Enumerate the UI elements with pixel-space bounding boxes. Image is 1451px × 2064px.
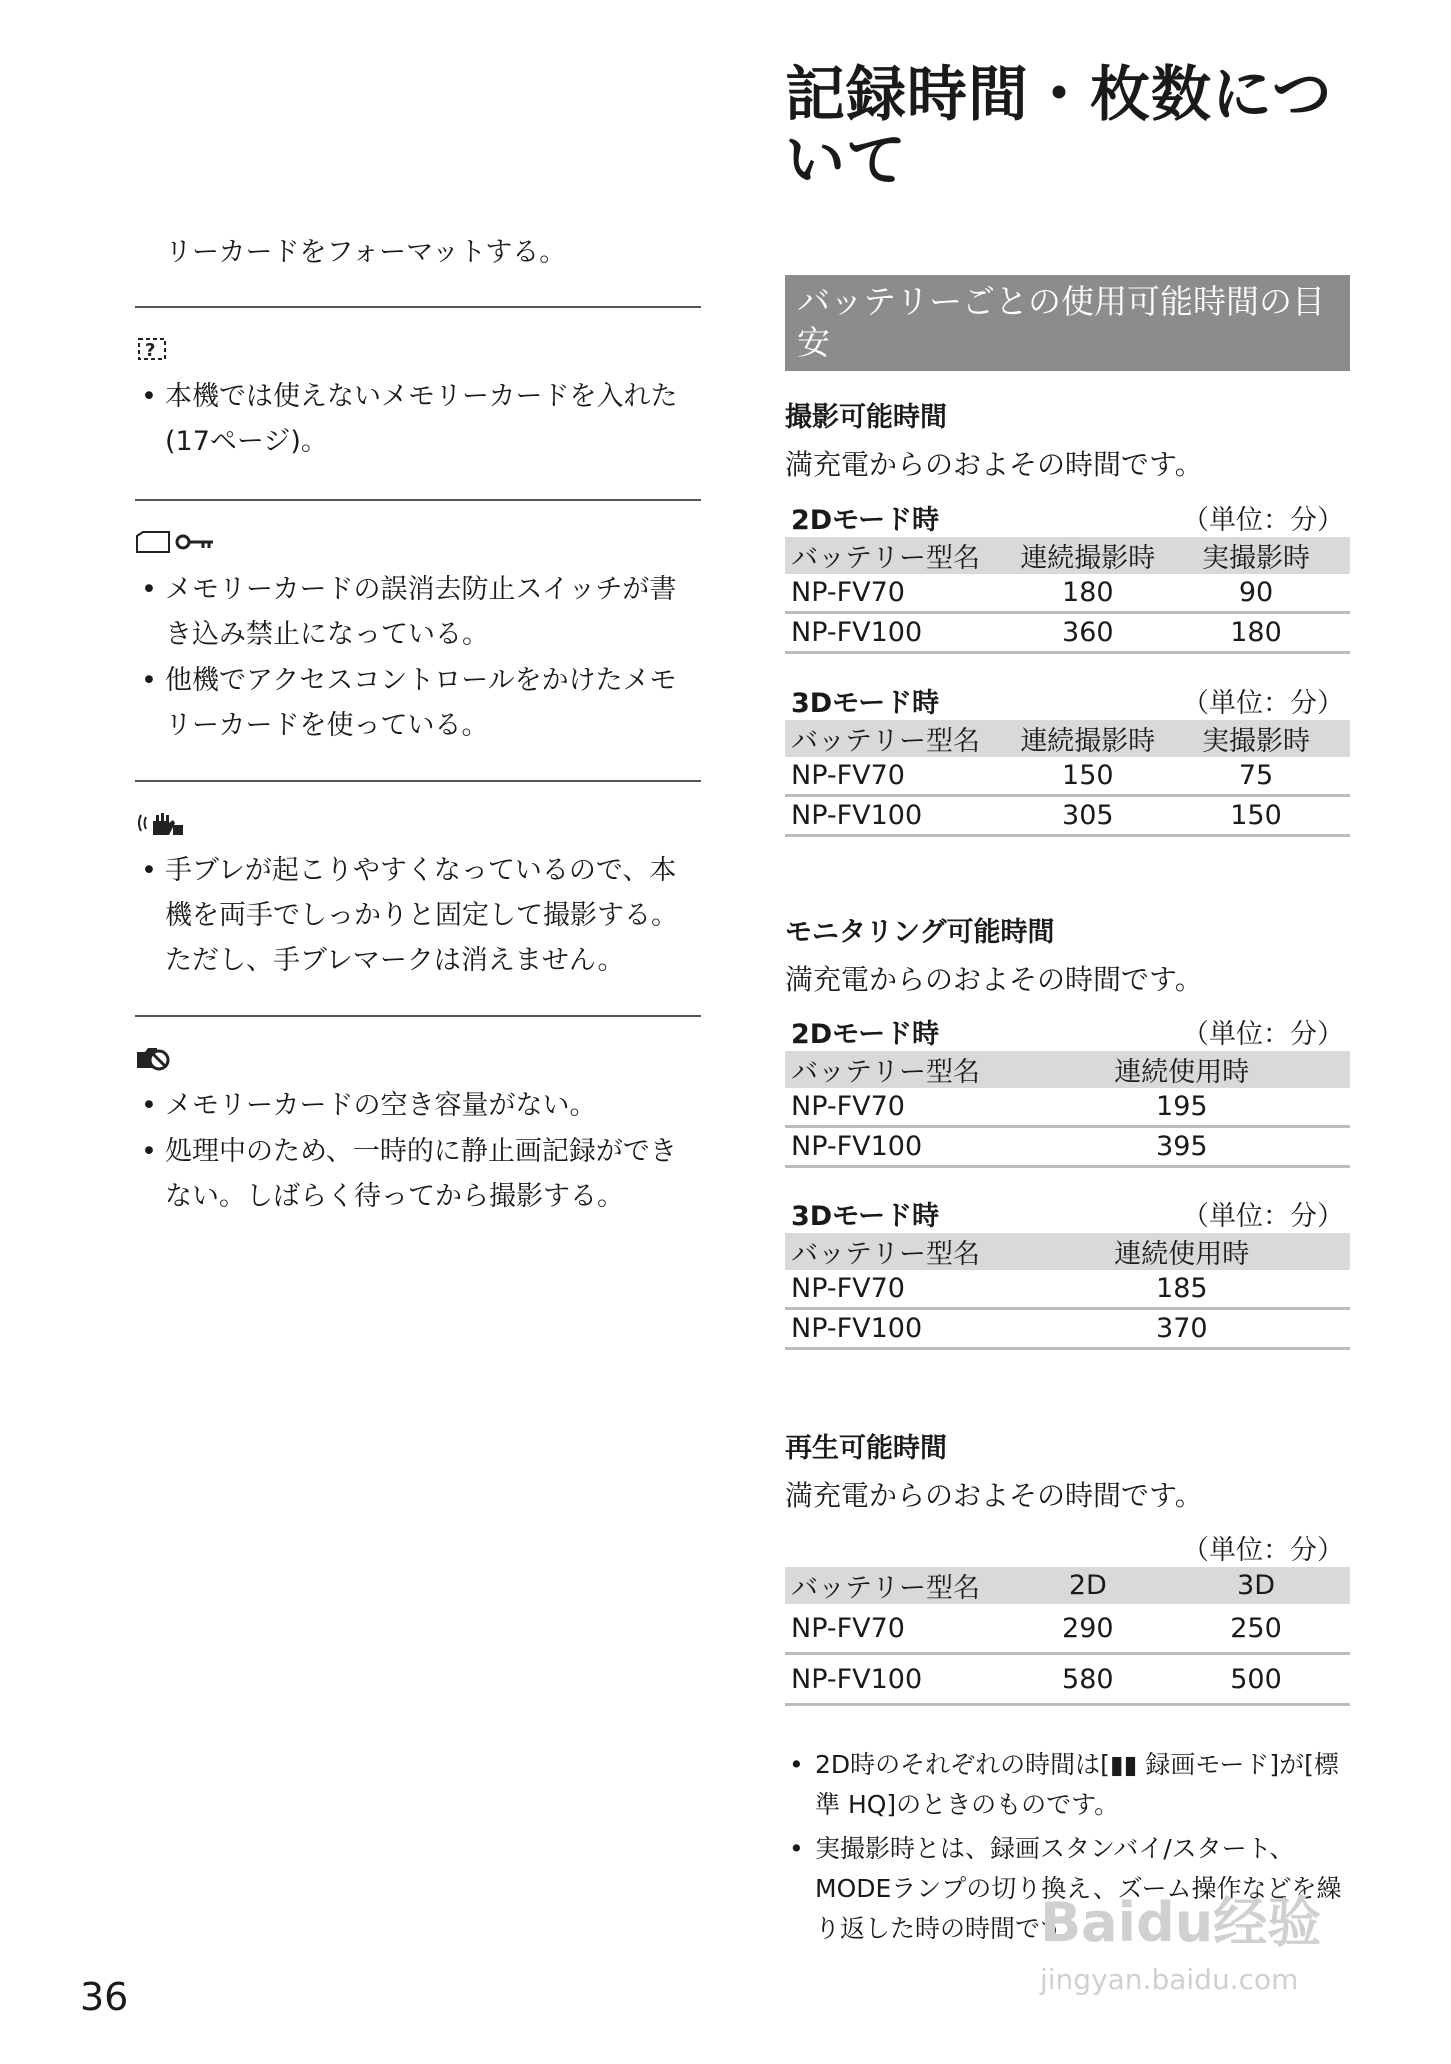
- list-item: • 本機では使えないメモリーカードを入れた(17ページ)。: [135, 374, 701, 464]
- recording-desc: 満充電からのおよその時間です。: [785, 448, 1203, 481]
- header-cell: 3D: [1237, 1570, 1275, 1601]
- table-playback: [785, 1530, 1350, 1706]
- table-label: 2Dモード時: [791, 505, 940, 536]
- no-photo-icon: [135, 1043, 171, 1073]
- table-row: [785, 1604, 1350, 1655]
- cell: NP-FV70: [791, 577, 905, 608]
- note-item: • 実撮影時とは、録画スタンバイ/スタート、MODEランプの切り換え、ズーム操作などを繰り返した時の時間です。: [785, 1829, 1350, 1949]
- note-item: • 2D時のそれぞれの時間は[▮▮ 録画モード]が[標準 HQ]のときのものです。: [785, 1745, 1350, 1825]
- watermark: [1040, 1880, 1321, 1996]
- table-row: [785, 1128, 1350, 1168]
- header-cell: バッテリー型名: [791, 1057, 980, 1088]
- section-card-incompatible: [135, 306, 701, 457]
- page-number: 36: [80, 1975, 129, 2019]
- header-cell: 連続撮影時: [1020, 726, 1156, 757]
- table-row: [785, 1088, 1350, 1128]
- section-camera-shake: [135, 780, 701, 976]
- header-cell: バッテリー型名: [791, 543, 980, 574]
- unit-label: （単位：分）: [1182, 1019, 1344, 1050]
- table-row: [785, 797, 1350, 837]
- watermark-logo: Baidu经验: [1040, 1891, 1322, 1954]
- page-title: 記録時間・枚数について: [785, 60, 1333, 196]
- continuation-text: リーカードをフォーマットする。: [165, 237, 567, 268]
- cell: 370: [1156, 1313, 1208, 1344]
- header-cell: バッテリー型名: [791, 1239, 980, 1270]
- cell: 90: [1238, 577, 1274, 608]
- cell: 185: [1156, 1273, 1208, 1304]
- table-header: [785, 1233, 1350, 1270]
- unit-label: （単位：分）: [1182, 1201, 1344, 1232]
- cell: 500: [1230, 1663, 1282, 1695]
- header-cell: 連続撮影時: [1020, 543, 1156, 574]
- cell: NP-FV100: [791, 800, 923, 831]
- cell: 150: [1062, 760, 1114, 791]
- cell: 290: [1062, 1612, 1114, 1644]
- unit-label: （単位：分）: [1182, 505, 1344, 536]
- watermark-url: jingyan.baidu.com: [1040, 1963, 1299, 1996]
- cell: 305: [1062, 800, 1114, 831]
- playback-desc: 満充電からのおよその時間です。: [785, 1479, 1203, 1512]
- svg-text:?: ?: [145, 340, 156, 361]
- list-item: • メモリーカードの誤消去防止スイッチが書き込み禁止になっている。: [135, 567, 701, 657]
- cell: 180: [1062, 577, 1114, 608]
- cell: NP-FV100: [791, 617, 923, 648]
- header-cell: バッテリー型名: [791, 1573, 980, 1604]
- table-header: [785, 720, 1350, 757]
- list-item: • メモリーカードの空き容量がない。: [135, 1083, 701, 1128]
- header-cell: 2D: [1068, 1570, 1107, 1601]
- monitoring-heading: モニタリング可能時間: [785, 917, 1055, 948]
- table-monitoring-2d: [785, 1014, 1350, 1168]
- table-header: [785, 537, 1350, 574]
- cell: NP-FV100: [791, 1131, 923, 1162]
- monitoring-desc: 満充電からのおよその時間です。: [785, 963, 1203, 996]
- camera-shake-icon: [135, 808, 185, 838]
- table-label: 3Dモード時: [791, 1201, 940, 1232]
- cell: NP-FV100: [791, 1663, 923, 1695]
- section-no-space: [135, 1015, 701, 1212]
- cell: NP-FV70: [791, 1612, 905, 1644]
- cell: 580: [1062, 1663, 1114, 1695]
- table-label: 2Dモード時: [791, 1019, 940, 1050]
- header-cell: 連続使用時: [1114, 1057, 1250, 1088]
- section-card-lock: [135, 499, 701, 741]
- cell: NP-FV100: [791, 1313, 923, 1344]
- unit-label: （単位：分）: [1182, 688, 1344, 719]
- header-cell: 実撮影時: [1202, 726, 1310, 757]
- list-item: • 手ブレが起こりやすくなっているので、本機を両手でしっかりと固定して撮影する。ただし、手ブレマークは消えません。: [135, 848, 701, 983]
- header-cell: バッテリー型名: [791, 726, 980, 757]
- table-row: [785, 574, 1350, 614]
- table-row: [785, 1270, 1350, 1310]
- table-recording-3d: [785, 683, 1350, 837]
- cell: NP-FV70: [791, 1091, 905, 1122]
- card-lock-icon: [135, 527, 215, 557]
- list-item: • 処理中のため、一時的に静止画記録ができない。しばらく待ってから撮影する。: [135, 1129, 701, 1219]
- cell: 360: [1062, 617, 1114, 648]
- cell: 250: [1230, 1612, 1282, 1644]
- table-header: [785, 1051, 1350, 1088]
- cell: 195: [1156, 1091, 1208, 1122]
- table-monitoring-3d: [785, 1196, 1350, 1350]
- table-header: [785, 1567, 1350, 1604]
- header-cell: 連続使用時: [1114, 1239, 1250, 1270]
- section-band: バッテリーごとの使用可能時間の目安: [785, 275, 1350, 371]
- recording-heading: 撮影可能時間: [785, 402, 947, 433]
- unit-label: （単位：分）: [1182, 1535, 1344, 1566]
- cell: 75: [1238, 760, 1274, 791]
- table-row: [785, 757, 1350, 797]
- table-recording-2d: [785, 500, 1350, 654]
- table-row: [785, 1310, 1350, 1350]
- table-label: 3Dモード時: [791, 688, 940, 719]
- cell: NP-FV70: [791, 1273, 905, 1304]
- card-question-icon: [135, 334, 171, 364]
- table-row: [785, 1655, 1350, 1706]
- cell: 395: [1156, 1131, 1208, 1162]
- cell: 150: [1230, 800, 1282, 831]
- list-item: • 他機でアクセスコントロールをかけたメモリーカードを使っている。: [135, 658, 701, 748]
- header-cell: 実撮影時: [1202, 543, 1310, 574]
- cell: 180: [1230, 617, 1282, 648]
- playback-heading: 再生可能時間: [785, 1433, 947, 1464]
- table-row: [785, 614, 1350, 654]
- cell: NP-FV70: [791, 760, 905, 791]
